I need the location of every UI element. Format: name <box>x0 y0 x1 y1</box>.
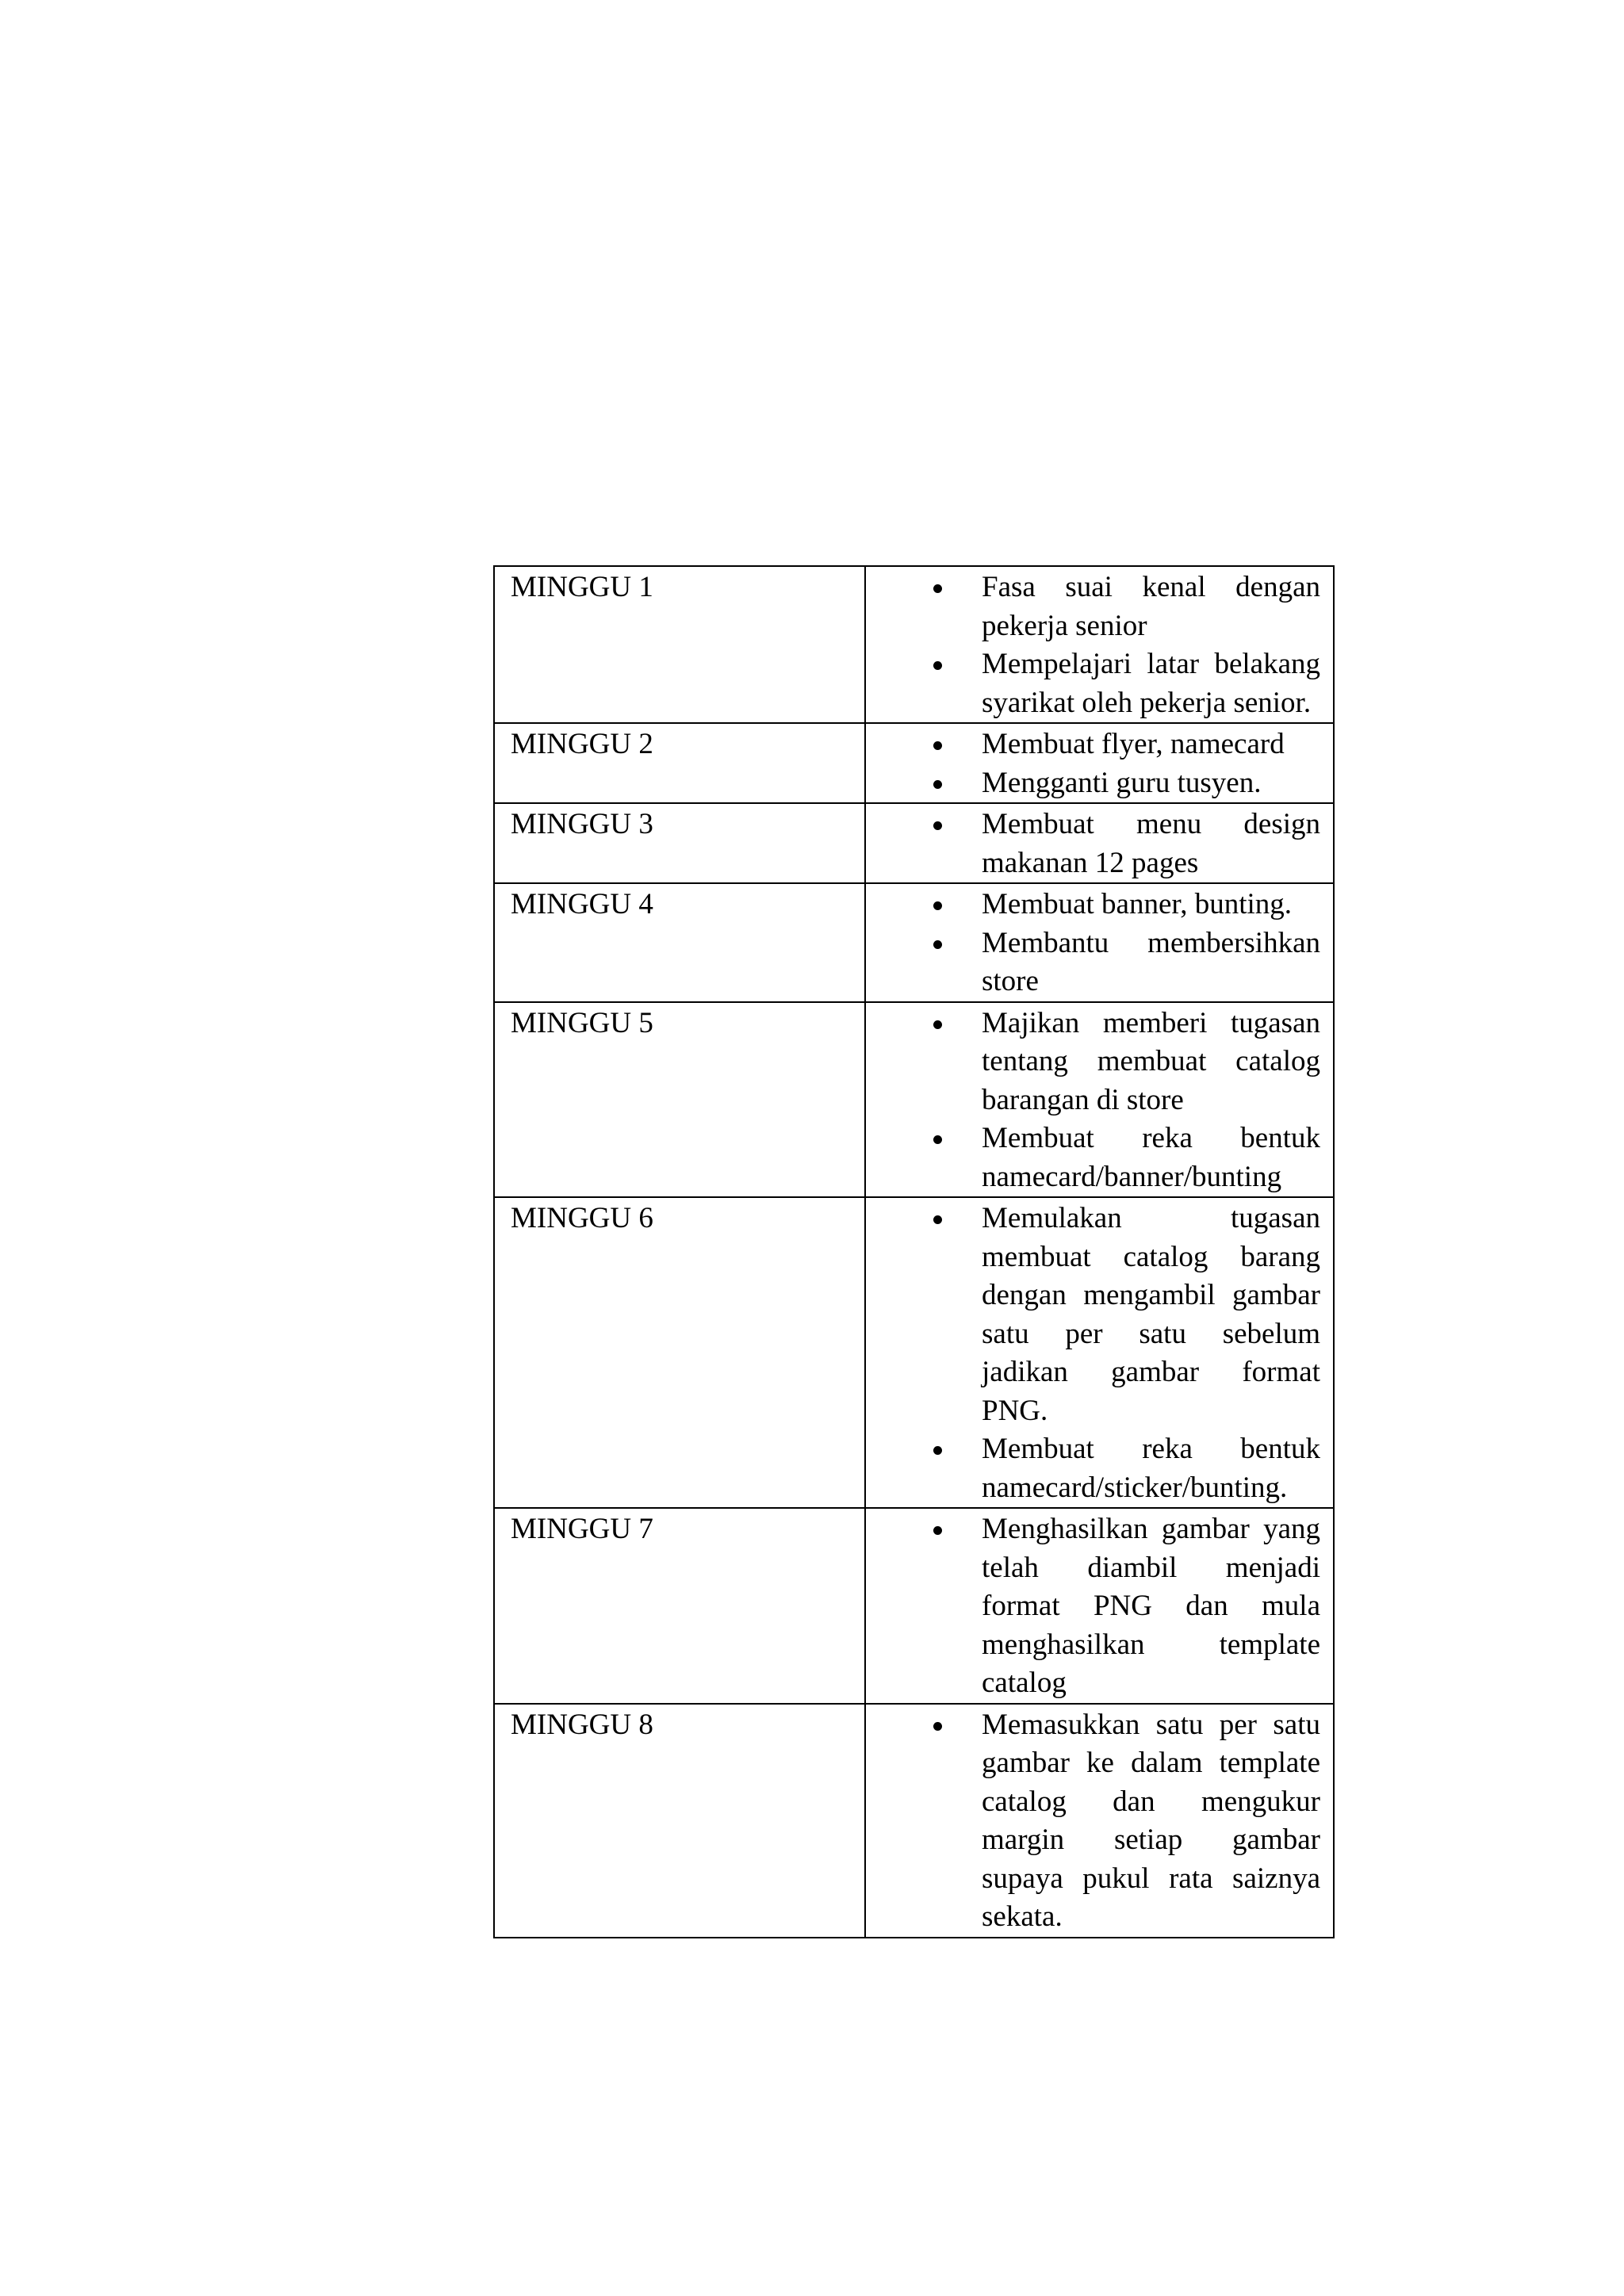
task-list <box>866 1706 1320 1937</box>
task-cell <box>865 1002 1334 1198</box>
task-cell <box>865 883 1334 1002</box>
table-row <box>494 723 1334 803</box>
week-label: MINGGU 7 <box>494 1508 865 1704</box>
task-item: Membuat reka bentuk namecard/banner/bunting <box>866 1119 1320 1196</box>
task-item: Membuat flyer, namecard <box>866 725 1320 764</box>
week-label: MINGGU 8 <box>494 1704 865 1938</box>
task-list <box>866 886 1320 1001</box>
task-item: Mengganti guru tusyen. <box>866 764 1320 803</box>
task-item: Majikan memberi tugasan tentang membuat catalog barangan di store <box>866 1004 1320 1120</box>
week-label: MINGGU 4 <box>494 883 865 1002</box>
table-row <box>494 566 1334 723</box>
task-list <box>866 725 1320 802</box>
table-row <box>494 1197 1334 1508</box>
table-row <box>494 803 1334 883</box>
task-cell <box>865 723 1334 803</box>
task-cell <box>865 1508 1334 1704</box>
week-label: MINGGU 5 <box>494 1002 865 1198</box>
table-row <box>494 883 1334 1002</box>
week-label: MINGGU 2 <box>494 723 865 803</box>
task-item: Memulakan tugasan membuat catalog barang dengan mengambil gambar satu per satu sebelum jadikan gambar format PNG. <box>866 1200 1320 1430</box>
task-list <box>866 806 1320 882</box>
task-cell <box>865 803 1334 883</box>
week-label: MINGGU 1 <box>494 566 865 723</box>
week-label: MINGGU 3 <box>494 803 865 883</box>
task-cell <box>865 1197 1334 1508</box>
task-item: Memasukkan satu per satu gambar ke dalam template catalog dan mengukur margin setiap gambar supaya pukul rata saiznya sekata. <box>866 1706 1320 1937</box>
task-list <box>866 568 1320 722</box>
task-list <box>866 1200 1320 1507</box>
task-item: Menghasilkan gambar yang telah diambil menjadi format PNG dan mula menghasilkan template catalog <box>866 1510 1320 1703</box>
task-list <box>866 1510 1320 1703</box>
task-item: Mempelajari latar belakang syarikat oleh pekerja senior. <box>866 645 1320 722</box>
table-row <box>494 1508 1334 1704</box>
table-row <box>494 1002 1334 1198</box>
task-cell <box>865 566 1334 723</box>
task-list <box>866 1004 1320 1197</box>
task-item: Membuat banner, bunting. <box>866 886 1320 924</box>
task-item: Membantu membersihkan store <box>866 924 1320 1001</box>
task-item: Membuat menu design makanan 12 pages <box>866 806 1320 882</box>
task-item: Fasa suai kenal dengan pekerja senior <box>866 568 1320 645</box>
weekly-activity-table-body <box>494 566 1334 1938</box>
table-row <box>494 1704 1334 1938</box>
task-cell <box>865 1704 1334 1938</box>
week-label: MINGGU 6 <box>494 1197 865 1508</box>
task-item: Membuat reka bentuk namecard/sticker/bunting. <box>866 1430 1320 1507</box>
weekly-activity-table <box>493 565 1335 1938</box>
